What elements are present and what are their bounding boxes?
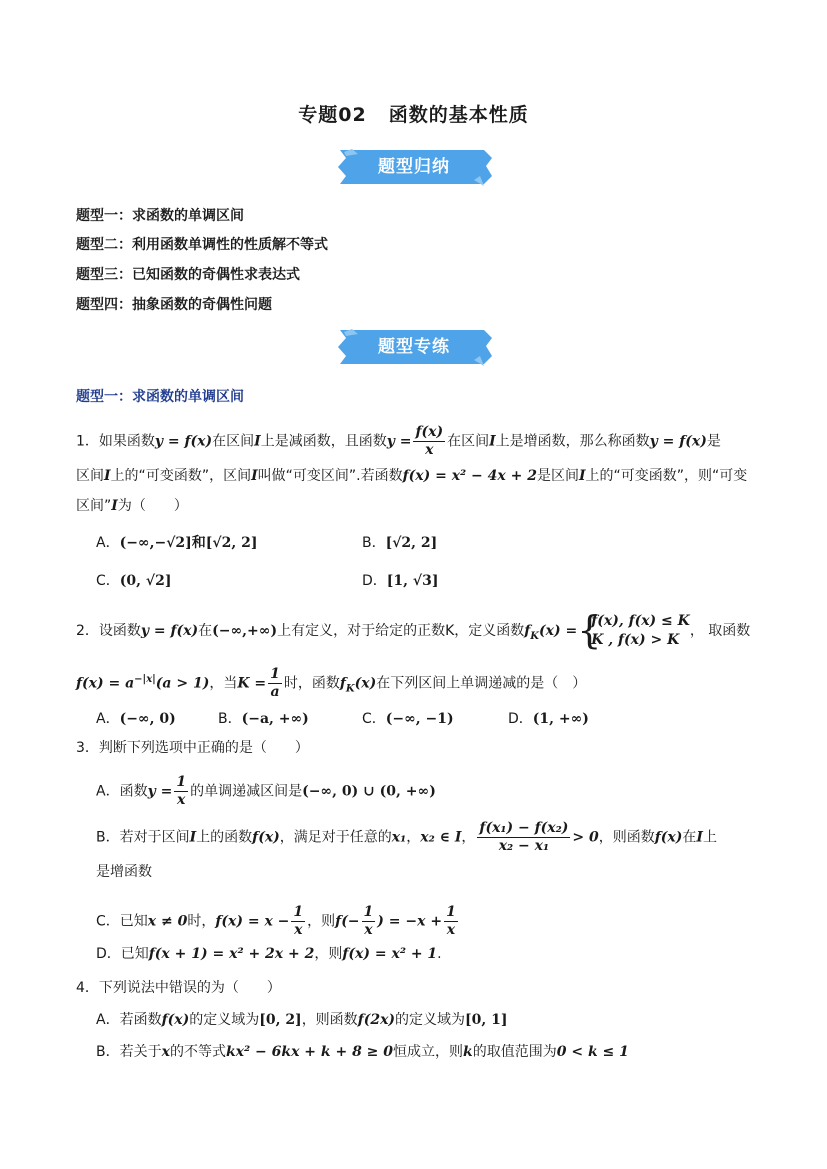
q2-line-1 [76,608,751,652]
text: . [437,946,442,962]
text: 在 [198,623,213,639]
text: ，当 [209,675,238,692]
fraction [291,904,305,939]
text: 的不等式 [169,1044,226,1060]
fraction [174,774,188,809]
q1-option-d[interactable] [362,570,438,590]
text: 2．设函数 [76,623,141,639]
math: y = f(x) [140,623,199,639]
numerator: 1 [270,666,280,682]
math: I [189,829,197,846]
text: ， [461,829,476,846]
text: 区间 [76,468,104,484]
math: f [335,913,342,930]
math: (−∞,+∞) [212,623,278,639]
math: x₂ ∈ I [420,829,462,846]
piecewise-case-2: K , f(x) > K [591,632,680,648]
practice-banner-text: 题型专练 [378,337,450,357]
math: f(x) = x² + 1 [342,946,438,962]
option-label: A． [96,711,120,727]
q1-line-3 [76,496,188,516]
text: 的单调递减区间是 [190,783,303,800]
piecewise-case-1: f(x), f(x) ≤ K [591,613,690,629]
text: ，则 [314,946,343,962]
math: f [339,675,346,692]
title-main: 函数的基本性质 [388,104,529,126]
q3-option-d[interactable] [96,944,442,964]
math: [0, 1] [465,1012,508,1028]
text: ，定义函数 [454,623,525,639]
math: (a > 1) [155,675,210,692]
math: > 0 [572,829,599,846]
q3-option-b[interactable] [96,820,717,855]
option-value: [1, √3] [386,573,439,589]
text: 在区间 [212,433,255,450]
math: y = f(x) [649,433,707,450]
q1-line-1 [76,424,721,459]
fraction [477,820,570,855]
math: f(x) [654,829,683,846]
denominator: x [177,792,186,808]
text: 为（ ） [117,498,188,514]
text: 上有定义，对于给定的正数 [277,623,446,639]
text: 时，函数 [283,675,340,692]
option-value: (1, +∞) [532,711,589,727]
math: 0 < k ≤ 1 [556,1044,629,1060]
math-superscript: −|x| [134,673,156,685]
option-value: (0, √2] [119,573,172,589]
text: 1．如果函数 [76,433,155,450]
section-heading: 题型一：求函数的单调区间 [76,389,244,405]
q1-option-b[interactable] [362,532,437,552]
q4-option-a[interactable] [96,1010,508,1030]
text: 在 [682,829,697,846]
text: A．函数 [96,783,148,800]
summary-banner [334,146,494,188]
text: 上的函数 [196,829,253,846]
text: 上是增函数，那么称函数 [495,433,650,450]
option-label: C． [362,711,386,727]
title-prefix: 专题02 [298,104,367,126]
text: A．若函数 [96,1012,162,1028]
text: 上是减函数，且函数 [260,433,387,450]
math: y = [386,433,412,450]
math: I [696,829,703,846]
piecewise-definition [577,608,690,652]
math: K = [237,675,267,692]
numerator: 1 [176,774,187,790]
text: ，则 [307,913,336,930]
math: f(x) = x − [215,913,290,930]
q4-stem: 4．下列说法中错误的为（ ） [76,980,281,996]
math: f(x) [252,829,280,846]
q2-option-d[interactable] [508,708,589,728]
math-subscript: K [530,630,539,642]
text: ，满足对于任意的 [279,829,392,846]
q1-line-2 [76,466,747,486]
option-value: (−a, +∞) [241,711,309,727]
fraction [362,904,376,939]
text: C．已知 [96,913,148,930]
numerator: 1 [446,904,456,920]
math: x [161,1044,170,1060]
text: D．已知 [96,946,149,962]
text: 上的“可变函数”，区间 [110,468,252,484]
option-value: (−∞,−√2]和[√2, 2] [119,535,258,551]
text: 的定义域为 [395,1012,466,1028]
q1-option-c[interactable] [96,570,171,590]
math: (−∞, 0) ∪ (0, +∞) [302,783,436,800]
math: f [524,623,531,639]
numerator: f(x₁) − f(x₂) [479,820,569,836]
brace: { [577,608,602,652]
option-value: (−∞, 0) [119,711,176,727]
q3-option-b-line-2: 是增函数 [96,864,152,880]
option-label: B． [218,711,242,727]
page-title [0,100,827,127]
math: f(x + 1) = x² + 2x + 2 [148,946,315,962]
numerator: 1 [293,904,304,920]
math: I [111,498,118,514]
math: y = [147,783,173,800]
math: I [251,468,258,484]
math-subscript: K [345,683,355,695]
text: 是 [706,433,721,450]
summary-item-4: 题型四：抽象函数的奇偶性问题 [76,297,272,313]
q3-option-c[interactable] [96,904,460,939]
text: 的定义域为 [189,1012,260,1028]
text: 是区间 [536,468,579,484]
text: ， [406,829,421,846]
math: k [463,1044,473,1060]
q3-stem: 3．判断下列选项中正确的是（ ） [76,740,309,756]
q2-line-2 [76,666,586,701]
denominator: x [294,922,303,938]
text: 在区间 [447,433,490,450]
summary-item-1: 题型一：求函数的单调区间 [76,208,244,224]
math: f(2x) [357,1012,396,1028]
text: 在下列区间上单调递减的是（ ） [376,675,587,692]
math: (x) = [539,623,578,639]
math: kx² − 6kx + k + 8 ≥ 0 [225,1044,394,1060]
denominator: x₂ − x₁ [498,838,550,854]
math: I [104,468,111,484]
summary-item-3: 题型三：已知函数的奇偶性求表达式 [76,267,300,283]
fraction [413,424,445,459]
fraction [268,666,282,701]
numerator: f(x) [415,424,444,440]
math: y = f(x) [154,433,213,450]
math: I [578,468,586,484]
q2-option-a[interactable] [96,708,176,728]
q1-option-a[interactable] [96,532,257,552]
text: 叫做“可变区间”.若函数 [257,468,403,484]
option-label: A． [96,535,120,551]
math: f(x) [161,1012,190,1028]
option-label: D． [362,573,387,589]
option-label: C． [96,573,120,589]
q3-option-a[interactable] [96,774,436,809]
math: (− [341,913,360,930]
numerator: 1 [363,904,374,920]
math: x ≠ 0 [147,913,188,930]
option-label: B． [362,535,386,551]
text: ， 取函数 [689,623,751,639]
math: [0, 2] [259,1012,302,1028]
math: I [254,433,261,450]
practice-banner [334,326,494,368]
summary-banner-text: 题型归纳 [378,157,450,177]
text: 上的“可变函数”，则“可变 [585,468,748,484]
q4-option-b[interactable] [96,1042,629,1062]
text: 恒成立，则 [393,1044,464,1060]
text: 时， [187,913,216,930]
text: B．若关于 [96,1044,162,1060]
denominator: a [270,684,280,700]
math: x₁ [391,829,407,846]
denominator: x [364,922,373,938]
math: ) = −x + [377,913,443,930]
option-value: [√2, 2] [385,535,438,551]
text: 上 [702,829,717,846]
fraction [444,904,458,939]
text: ，则函数 [598,829,655,846]
math: f(x) = x² − 4x + 2 [402,468,537,484]
text: 区间” [76,498,112,514]
option-label: D． [508,711,533,727]
option-value: (−∞, −1) [385,711,454,727]
denominator: x [446,922,456,938]
math: I [489,433,496,450]
text: ，则函数 [301,1012,358,1028]
text: 的取值范围为 [472,1044,557,1060]
q2-option-b[interactable] [218,708,309,728]
text: K [445,623,455,639]
text: B．若对于区间 [96,829,190,846]
denominator: x [425,442,434,458]
math: (x) [354,675,377,692]
q2-option-c[interactable] [362,708,454,728]
summary-item-2: 题型二：利用函数单调性的性质解不等式 [76,237,328,253]
math: f(x) = a [76,675,135,692]
